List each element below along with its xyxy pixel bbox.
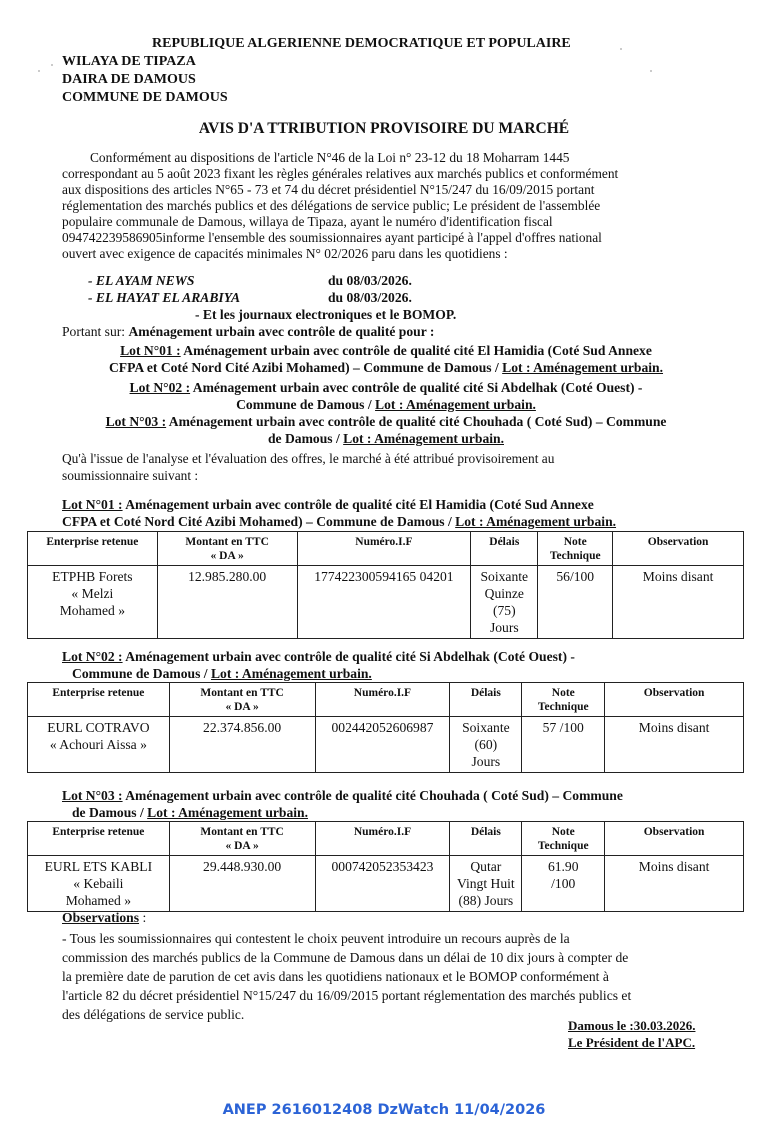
lot-intro-2-line2: [62, 397, 710, 413]
observation-cell: Moins disant: [605, 856, 744, 912]
enterprise-line: « Kebaili: [73, 876, 124, 891]
delay-line: Soixante: [480, 569, 529, 584]
amount-cell: 12.985.280.00: [157, 566, 297, 639]
col-note-line1: Note: [551, 687, 575, 699]
observation-line: des délégations de service public.: [62, 1007, 245, 1022]
footer-reference: ANEP 2616012408 DzWatch 11/04/2026: [222, 1102, 546, 1118]
enterprise-cell: [28, 566, 158, 639]
col-observation: Observation: [613, 532, 744, 566]
lot-1-title-line1: [62, 497, 594, 513]
delay-line: (75): [492, 603, 516, 618]
lot-ref: Lot N°01 :: [62, 497, 123, 512]
newspaper-name: - EL HAYAT EL ARABIYA: [88, 290, 241, 305]
intro-paragraph: [62, 150, 710, 262]
enterprise-line: EURL ETS KABLI: [44, 859, 153, 874]
table-row: [28, 566, 744, 639]
lot-type: Lot : Aménagement urbain.: [210, 666, 372, 681]
lot-desc: Aménagement urbain avec contrôle de qualité cité Si Abdelhak (Coté Ouest) -: [122, 649, 575, 664]
lot-intro-3-line1: [62, 414, 710, 430]
intro-line: 094742239586905informe l'ensemble des soumissionnaires ayant participé à l'appel d'offres national: [62, 230, 602, 245]
col-nif: Numéro.I.F: [297, 532, 471, 566]
lot-intro-3-line2: [62, 431, 710, 447]
col-note-line2: Technique: [549, 550, 601, 562]
intro-line: correspondant au 5 août 2023 fixant les règles générales relatives aux marchés publics et conformément: [62, 166, 619, 181]
lot-ref: Lot N°03 :: [62, 788, 123, 803]
enterprise-line: « Melzi: [71, 586, 114, 601]
enterprise-cell: [28, 856, 170, 912]
newspaper-date: du 08/03/2026.: [328, 290, 412, 305]
lot-type: Lot : Aménagement urbain.: [375, 397, 536, 412]
intro-line: réglementation des marchés publics et des délégations de service public; Le président de l'assemblée: [62, 198, 601, 213]
note-line: 56/100: [556, 569, 595, 584]
intro-line: populaire communale de Damous, willaya de Tipaza, ayant le numéro d'identification fiscal: [62, 214, 553, 229]
newspaper-name: - EL AYAM NEWS: [88, 273, 195, 288]
amount-cell: 29.448.930.00: [169, 856, 315, 912]
lot-commune: CFPA et Coté Nord Cité Azibi Mohamed) – Commune de Damous /: [108, 360, 503, 375]
analysis-line: soumissionnaire suivant :: [62, 468, 199, 483]
lot-type: Lot : Aménagement urbain.: [502, 360, 664, 375]
lot-3-table: [27, 821, 744, 912]
intro-line: aux dispositions des articles N°65 - 73 et 74 du décret présidentiel N°15/247 du 16/09/2015 portant: [62, 182, 595, 197]
note-line: 57 /100: [542, 720, 584, 735]
col-delay: Délais: [471, 532, 538, 566]
enterprise-line: ETPHB Forets: [52, 569, 133, 584]
lot-ref: Lot N°02 :: [62, 649, 123, 664]
lot-3-title-line2: [72, 805, 308, 821]
observation-line: la première date de parution de cet avis dans les quotidiens nationaux et le BOMOP conformément à: [62, 969, 609, 984]
col-amount: [157, 532, 297, 566]
lot-type: Lot : Aménagement urbain.: [455, 514, 617, 529]
col-note-line1: Note: [563, 536, 587, 548]
lot-commune: CFPA et Coté Nord Cité Azibi Mohamed) – Commune de Damous /: [62, 514, 456, 529]
note-cell: [522, 717, 605, 773]
lot-ref: Lot N°01 :: [120, 343, 181, 358]
table-row: [28, 856, 744, 912]
delay-cell: [450, 717, 522, 773]
col-note: [522, 683, 605, 717]
lot-desc: Aménagement urbain avec contrôle de qualité cité Si Abdelhak (Coté Ouest) -: [190, 380, 643, 395]
note-line: /100: [551, 876, 576, 891]
portant-line: [62, 324, 434, 340]
col-amount: [169, 683, 315, 717]
signature-place-date: Damous le :30.03.2026.: [568, 1018, 696, 1033]
col-note-line2: Technique: [537, 840, 589, 852]
observation-line: - Tous les soumissionnaires qui contestent le choix peuvent introduire un recours auprès de la: [62, 931, 570, 946]
enterprise-line: Mohamed »: [59, 603, 126, 618]
lot-intro-1-line1: [62, 343, 710, 359]
lot-desc: Aménagement urbain avec contrôle de qualité cité El Hamidia (Coté Sud Annexe: [180, 343, 652, 358]
lot-2-table: [27, 682, 744, 773]
col-enterprise: Enterprise retenue: [28, 683, 170, 717]
col-amount-line1: Montant en TTC: [185, 536, 269, 548]
lot-commune: Commune de Damous /: [72, 666, 211, 681]
col-nif: Numéro.I.F: [315, 683, 450, 717]
col-note-line2: Technique: [537, 701, 589, 713]
enterprise-cell: [28, 717, 170, 773]
nif-cell: 002442052606987: [315, 717, 450, 773]
table-row: [28, 717, 744, 773]
delay-line: Jours: [489, 620, 519, 635]
lot-2-title-line2: [72, 666, 372, 682]
delay-line: Qutar: [470, 859, 502, 874]
lot-ref: Lot N°03 :: [105, 414, 167, 429]
journals-line: - Et les journaux electroniques et le BOMOP.: [195, 307, 457, 322]
observations-colon: :: [139, 910, 147, 925]
lot-2-title-line1: [62, 649, 575, 665]
amount-cell: 22.374.856.00: [169, 717, 315, 773]
nif-cell: 000742052353423: [315, 856, 450, 912]
enterprise-line: Mohamed »: [65, 893, 132, 908]
col-amount-line2: « DA »: [210, 550, 244, 562]
delay-line: Jours: [471, 754, 501, 769]
col-note: [522, 822, 605, 856]
scan-speck: [650, 70, 652, 72]
note-line: 61.90: [547, 859, 579, 874]
observations-heading: [62, 910, 146, 926]
delay-cell: [450, 856, 522, 912]
lot-3-title-line1: [62, 788, 623, 804]
portant-prefix: Portant sur:: [62, 324, 129, 339]
enterprise-line: « Achouri Aissa »: [49, 737, 147, 752]
lot-desc: Aménagement urbain avec contrôle de qualité cité Chouhada ( Coté Sud) – Commune: [166, 414, 667, 429]
lot-commune: Commune de Damous /: [236, 397, 376, 412]
col-delay: Délais: [450, 822, 522, 856]
commune-heading: COMMUNE DE DAMOUS: [62, 90, 228, 105]
intro-line: Conformément au dispositions de l'article N°46 de la Loi n° 23-12 du 18 Moharram 1445: [90, 150, 570, 165]
note-cell: [538, 566, 613, 639]
portant-text: Aménagement urbain avec contrôle de qualité pour :: [128, 324, 435, 339]
observation-line: l'article 82 du décret présidentiel N°15/247 du 16/09/2015 portant réglementation des marchés publics et: [62, 988, 632, 1003]
signature-signer: Le Président de l'APC.: [568, 1035, 696, 1050]
lot-type: Lot : Aménagement urbain.: [343, 431, 504, 446]
newspaper-date: du 08/03/2026.: [328, 273, 412, 288]
col-enterprise: Enterprise retenue: [28, 532, 158, 566]
observation-cell: Moins disant: [613, 566, 744, 639]
delay-line: Quinze: [484, 586, 524, 601]
col-amount: [169, 822, 315, 856]
col-note-line1: Note: [551, 826, 575, 838]
delay-line: Vingt Huit: [456, 876, 515, 891]
col-delay: Délais: [450, 683, 522, 717]
lot-commune: de Damous /: [267, 431, 344, 446]
col-amount-line2: « DA »: [225, 701, 259, 713]
lot-commune: de Damous /: [72, 805, 148, 820]
observation-line: commission des marchés publics de la Commune de Damous dans un délai de 10 dix jours à compter de: [62, 950, 629, 965]
observations-paragraph: [62, 929, 710, 1024]
lot-desc: Aménagement urbain avec contrôle de qualité cité El Hamidia (Coté Sud Annexe: [122, 497, 594, 512]
lot-intro-2-line1: [62, 380, 710, 396]
scan-speck: [38, 70, 40, 72]
analysis-line: Qu'à l'issue de l'analyse et l'évaluation des offres, le marché à été attribué provisoirement au: [62, 451, 555, 466]
col-observation: Observation: [605, 822, 744, 856]
delay-cell: [471, 566, 538, 639]
observations-label: Observations: [62, 910, 140, 925]
lot-desc: Aménagement urbain avec contrôle de qualité cité Chouhada ( Coté Sud) – Commune: [122, 788, 623, 803]
observation-cell: Moins disant: [605, 717, 744, 773]
col-amount-line2: « DA »: [225, 840, 259, 852]
nif-cell: 177422300594165 04201: [297, 566, 471, 639]
col-note: [538, 532, 613, 566]
scan-speck: [620, 48, 622, 50]
col-enterprise: Enterprise retenue: [28, 822, 170, 856]
delay-line: Soixante: [462, 720, 510, 735]
scan-speck: [51, 64, 53, 66]
note-cell: [522, 856, 605, 912]
wilaya-heading: WILAYA DE TIPAZA: [62, 54, 196, 69]
col-amount-line1: Montant en TTC: [200, 826, 284, 838]
page-title: AVIS D'A TTRIBUTION PROVISOIRE DU MARCHÉ: [198, 120, 570, 137]
delay-line: (88) Jours: [458, 893, 514, 908]
republic-heading: REPUBLIQUE ALGERIENNE DEMOCRATIQUE ET POPULAIRE: [152, 36, 571, 51]
enterprise-line: EURL COTRAVO: [47, 720, 150, 735]
lot-ref: Lot N°02 :: [129, 380, 191, 395]
col-amount-line1: Montant en TTC: [200, 687, 284, 699]
col-observation: Observation: [605, 683, 744, 717]
lot-intro-1-line2: [62, 360, 710, 376]
lot-type: Lot : Aménagement urbain.: [147, 805, 309, 820]
col-nif: Numéro.I.F: [315, 822, 450, 856]
daira-heading: DAIRA DE DAMOUS: [62, 72, 196, 87]
lot-1-table: [27, 531, 744, 639]
delay-line: (60): [474, 737, 498, 752]
lot-1-title-line2: [62, 514, 616, 530]
intro-line: ouvert avec exigence de capacités minimales N° 02/2026 paru dans les quotidiens :: [62, 246, 508, 261]
